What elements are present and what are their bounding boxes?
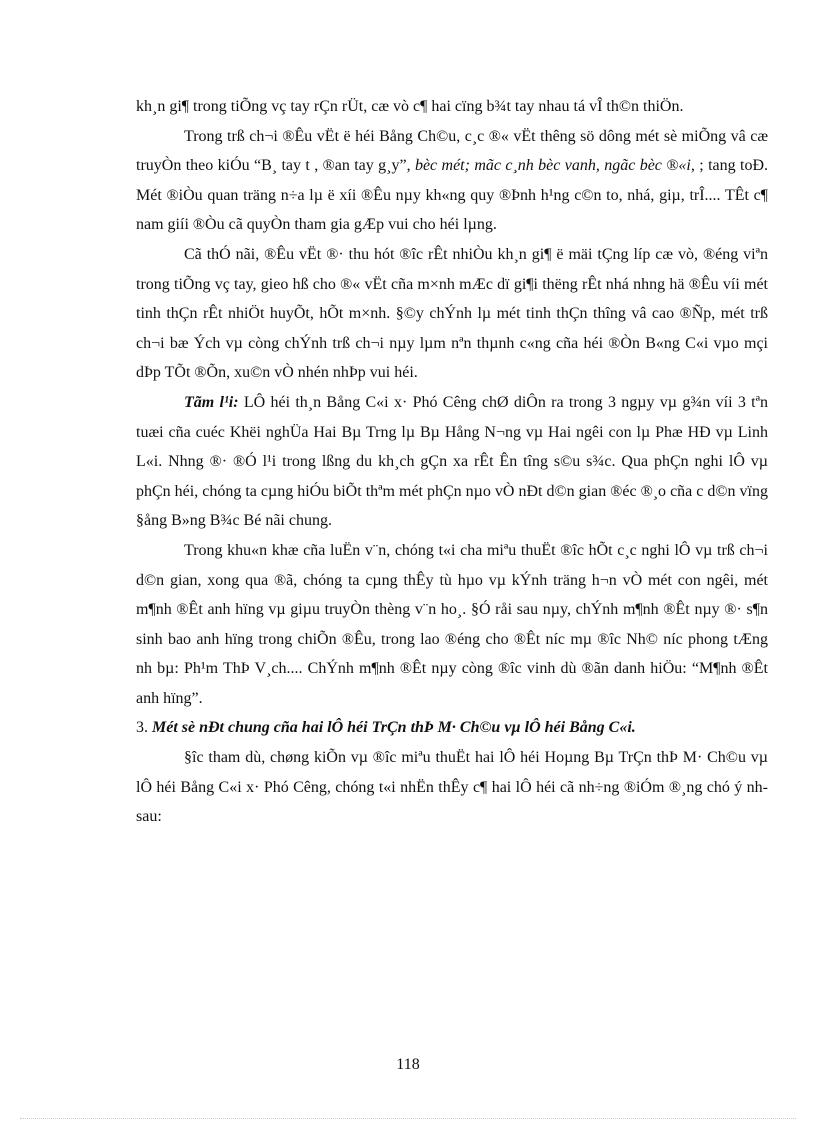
summary-text: LÔ héi th¸n Bång C«i x· Phó Cêng chØ diÔn ra trong 3 ngµy vµ g¾n víi 3 tªn tuæi cña cuéc Khëi nghÜa Hai Bµ Trng lµ Bµ Hång N¬ng vµ Hai ngêi con lµ Phæ HÐ vµ Linh L«i. Nhng ®· ®Ó l¹i trong lßng du kh¸ch gÇn xa rÊt Ên tîng s©u s¾c. Qua phÇn nghi lÔ vµ phÇn héi, chóng ta cµng hiÓu biÕt thªm mét phÇn nµo vÒ nÐt d©n gian ®éc ®¸o cña c d©n vïng §ång B»ng B¾c Bé nãi chung.	[136, 393, 768, 530]
paragraph-2-part-a: Trong trß ch¬i ®Êu vËt ë héi Bång Ch©u, c¸c ®« vËt thêng sö dông mét sè miÕng vâ cæ truyÒn theo kiÓu “B¸ tay t , ®an tay g¸y”,	[136, 127, 768, 175]
paragraph-1: kh¸n gi¶ trong tiÕng vç tay rÇn rÜt, cæ vò c¶ hai cïng b¾t tay nhau tá vÎ th©n thiÖn.	[136, 98, 684, 115]
paragraph-2-part-c: ; tang toÐ. Mét ®iÒu quan träng n÷a lµ ë xíi ®Êu nµy kh«ng quy ®Þnh h¹ng c©n to, nhá, giµ, trÎ.... TÊt c¶ nam giíi ®Òu cã quyÒn tham gia gÆp vui cho héi lµng.	[136, 157, 769, 234]
paragraph-4	[136, 388, 768, 536]
body-text	[136, 92, 768, 832]
page-bottom-dotted-rule	[20, 1118, 796, 1119]
paragraph-5: Trong khu«n khæ cña luËn v¨n, chóng t«i cha miªu thuËt ®îc hÕt c¸c nghi lÔ vµ trß ch¬i d©n gian, xong qua ®ã, chóng ta cµng thÊy tù hµo vµ kÝnh träng h¬n vÒ mét con ngêi, mét m¶nh ®Êt anh hïng vµ giµu truyÒn thèng v¨n ho¸. §Ó råi sau nµy, chÝnh m¶nh ®Êt nµy ®· s¶n sinh bao anh hïng trong chiÕn ®Êu, trong lao ®éng cho ®Êt níc mµ ®îc Nh© níc phong tÆng nh bµ: Ph¹m ThÞ V¸ch.... ChÝnh m¶nh ®Êt nµy còng ®îc vinh dù ®ãn danh hiÖu: “M¶nh ®Êt anh hïng”.	[136, 541, 768, 707]
summary-label: Tãm l¹i:	[184, 393, 239, 411]
paragraph-2	[136, 122, 768, 240]
paragraph-2-italic: bèc mét; mãc c¸nh bèc vanh, ngãc bèc ®«i,	[414, 157, 695, 175]
paragraph-3: Cã thÓ nãi, ®Êu vËt ®· thu hót ®îc rÊt nhiÒu kh¸n gi¶ ë mäi tÇng líp cæ vò, ®éng viªn trong tiÕng vç tay, gieo hß cho ®« vËt cña m×nh mÆc dï gi¶i thëng rÊt nhá nhng hä ®Êu víi mét tinh thÇn rÊt nhiÖt huyÕt, hÕt m×nh. §©y chÝnh lµ mét tinh thÇn thîng vâ cao ®Ñp, mét trß ch¬i bæ Ých vµ còng chÝnh trß ch¬i nµy lµm nªn thµnh c«ng cña héi ®Òn B«ng C«i vµo mçi dÞp TÕt ®Õn, xu©n vÒ nhén nhÞp vui héi.	[136, 245, 768, 382]
page-number: 118	[396, 1056, 420, 1073]
section-heading-number: 3.	[136, 719, 152, 737]
section-heading-text: Mét sè nÐt chung cña hai lÔ héi TrÇn thÞ M· Ch©u vµ lÔ héi Bång C«i.	[152, 719, 636, 737]
section-heading	[136, 713, 768, 743]
paragraph-6: §îc tham dù, chøng kiÕn vµ ®îc miªu thuËt hai lÔ héi Hoµng Bµ TrÇn thÞ M· Ch©u vµ lÔ héi Bång C«i x· Phó Cêng, chóng t«i nhËn thÊy c¶ hai lÔ héi cã nh÷ng ®iÓm ®¸ng chó ý nh sau:	[136, 749, 768, 826]
